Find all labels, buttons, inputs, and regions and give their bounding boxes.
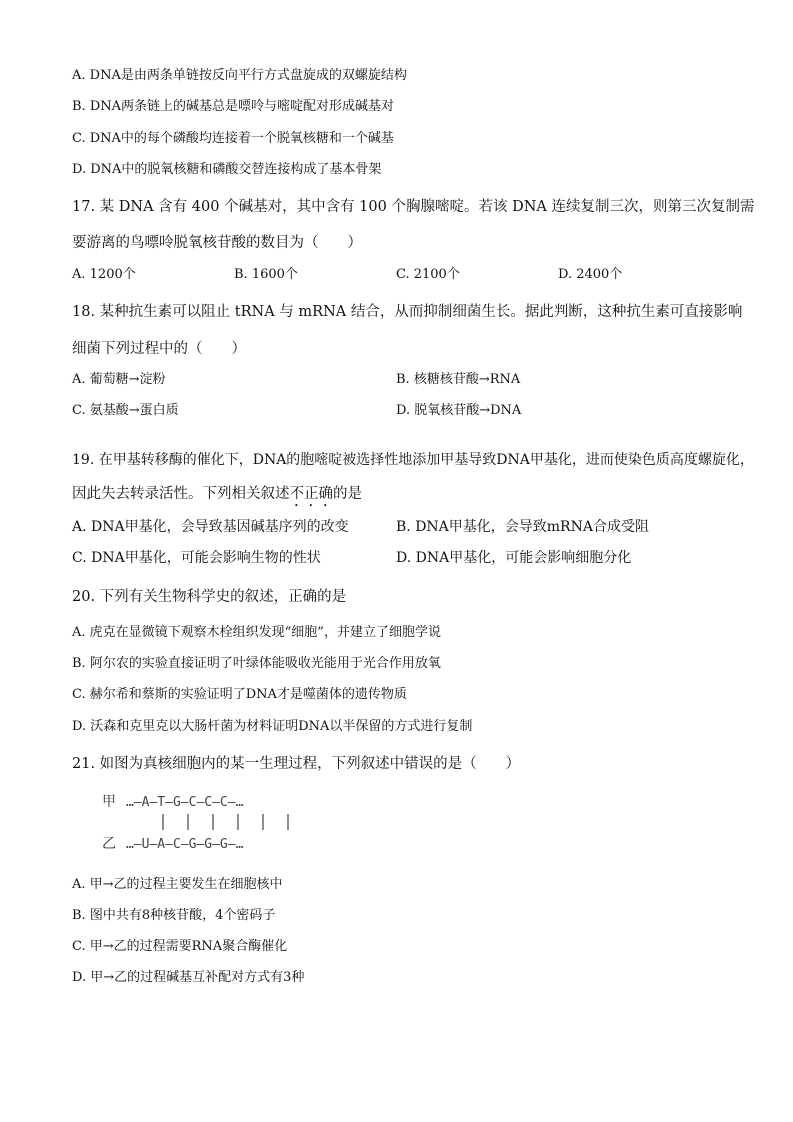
q19-stem-line2-pre: 因此失去转录活性。下列相关叙述 bbox=[72, 486, 290, 502]
q19-emphasis: 不正确 bbox=[289, 486, 333, 502]
q19-option-c: C. DNA甲基化，可能会影响生物的性状 bbox=[72, 550, 321, 566]
strand-label-yi: 乙 bbox=[102, 836, 116, 852]
q16-option-d: D. DNA中的脱氧核糖和磷酸交替连接构成了基本骨架 bbox=[72, 162, 382, 177]
q16-option-a: A. DNA是由两条单链按反向平行方式盘旋成的双螺旋结构 bbox=[72, 68, 407, 83]
q21-option-c: C. 甲→乙的过程需要RNA聚合酶催化 bbox=[72, 939, 288, 954]
q16-option-b: B. DNA两条链上的碱基总是嘌呤与嘧啶配对形成碱基对 bbox=[72, 99, 395, 114]
q19-options-row2 bbox=[72, 549, 732, 567]
q19-option-b: B. DNA甲基化，会导致mRNA合成受阻 bbox=[396, 519, 649, 535]
q19-option-d: D. DNA甲基化，可能会影响细胞分化 bbox=[396, 550, 632, 566]
strand-label-jia: 甲 bbox=[102, 794, 116, 810]
q20-option-b: B. 阿尔农的实验直接证明了叶绿体能吸收光能用于光合作用放氧 bbox=[72, 656, 441, 671]
q18-option-a: A. 葡萄糖→淀粉 bbox=[72, 372, 166, 387]
q19-options-row1 bbox=[72, 518, 732, 536]
q21-option-b: B. 图中共有8种核苷酸，4个密码子 bbox=[72, 908, 276, 923]
base-pairing-diagram bbox=[102, 790, 332, 854]
q18-options-row2 bbox=[72, 402, 712, 420]
q17-option-a: A. 1200个 bbox=[72, 267, 136, 282]
q17-options bbox=[72, 266, 712, 284]
q18-stem-line2: 细菌下列过程中的（ ） bbox=[72, 341, 246, 357]
q18-option-c: C. 氨基酸→蛋白质 bbox=[72, 403, 179, 418]
q17-option-d: D. 2400个 bbox=[558, 267, 623, 282]
q20-option-d: D. 沃森和克里克以大肠杆菌为材料证明DNA以半保留的方式进行复制 bbox=[72, 719, 473, 734]
q17-stem-line1: 17. 某 DNA 含有 400 个碱基对，其中含有 100 个胸腺嘧啶。若该 DNA 连续复制三次，则第三次复制需 bbox=[72, 199, 755, 215]
q17-option-c: C. 2100个 bbox=[396, 267, 460, 282]
q21-stem: 21. 如图为真核细胞内的某一生理过程，下列叙述中错误的是（ ） bbox=[72, 756, 521, 772]
q19-stem-line2-post: 的是 bbox=[333, 486, 362, 502]
strand-top-sequence: …—A—T—G—C—C—C—… bbox=[126, 795, 244, 810]
q19-stem-line1: 19. 在甲基转移酶的催化下，DNA的胞嘧啶被选择性地添加甲基导致DNA甲基化，进而使染色质高度螺旋化， bbox=[72, 452, 754, 468]
strand-bottom-sequence: …—U—A—C—G—G—G—… bbox=[126, 837, 244, 852]
q17-stem-line2: 要游离的鸟嘌呤脱氧核苷酸的数目为（ ） bbox=[72, 235, 362, 251]
q20-option-c: C. 赫尔希和蔡斯的实验证明了DNA才是噬菌体的遗传物质 bbox=[72, 687, 407, 702]
q20-stem: 20. 下列有关生物科学史的叙述，正确的是 bbox=[72, 589, 347, 605]
q19-option-a: A. DNA甲基化，会导致基因碱基序列的改变 bbox=[72, 519, 349, 535]
q18-options-row1 bbox=[72, 371, 712, 389]
q18-option-d: D. 脱氧核苷酸→DNA bbox=[396, 403, 522, 418]
q21-option-d: D. 甲→乙的过程碱基互补配对方式有3种 bbox=[72, 970, 305, 985]
q16-option-c: C. DNA中的每个磷酸均连接着一个脱氧核糖和一个碱基 bbox=[72, 131, 394, 146]
q21-option-a: A. 甲→乙的过程主要发生在细胞核中 bbox=[72, 877, 283, 892]
q17-option-b: B. 1600个 bbox=[234, 267, 298, 282]
q19-stem-line2 bbox=[72, 485, 362, 510]
q18-stem-line1: 18. 某种抗生素可以阻止 tRNA 与 mRNA 结合，从而抑制细菌生长。据此判断，这种抗生素可直接影响 bbox=[72, 304, 743, 320]
q18-option-b: B. 核糖核苷酸→RNA bbox=[396, 372, 521, 387]
q20-option-a: A. 虎克在显微镜下观察木栓组织发现“细胞”，并建立了细胞学说 bbox=[72, 625, 441, 640]
hydrogen-bonds bbox=[163, 814, 288, 830]
